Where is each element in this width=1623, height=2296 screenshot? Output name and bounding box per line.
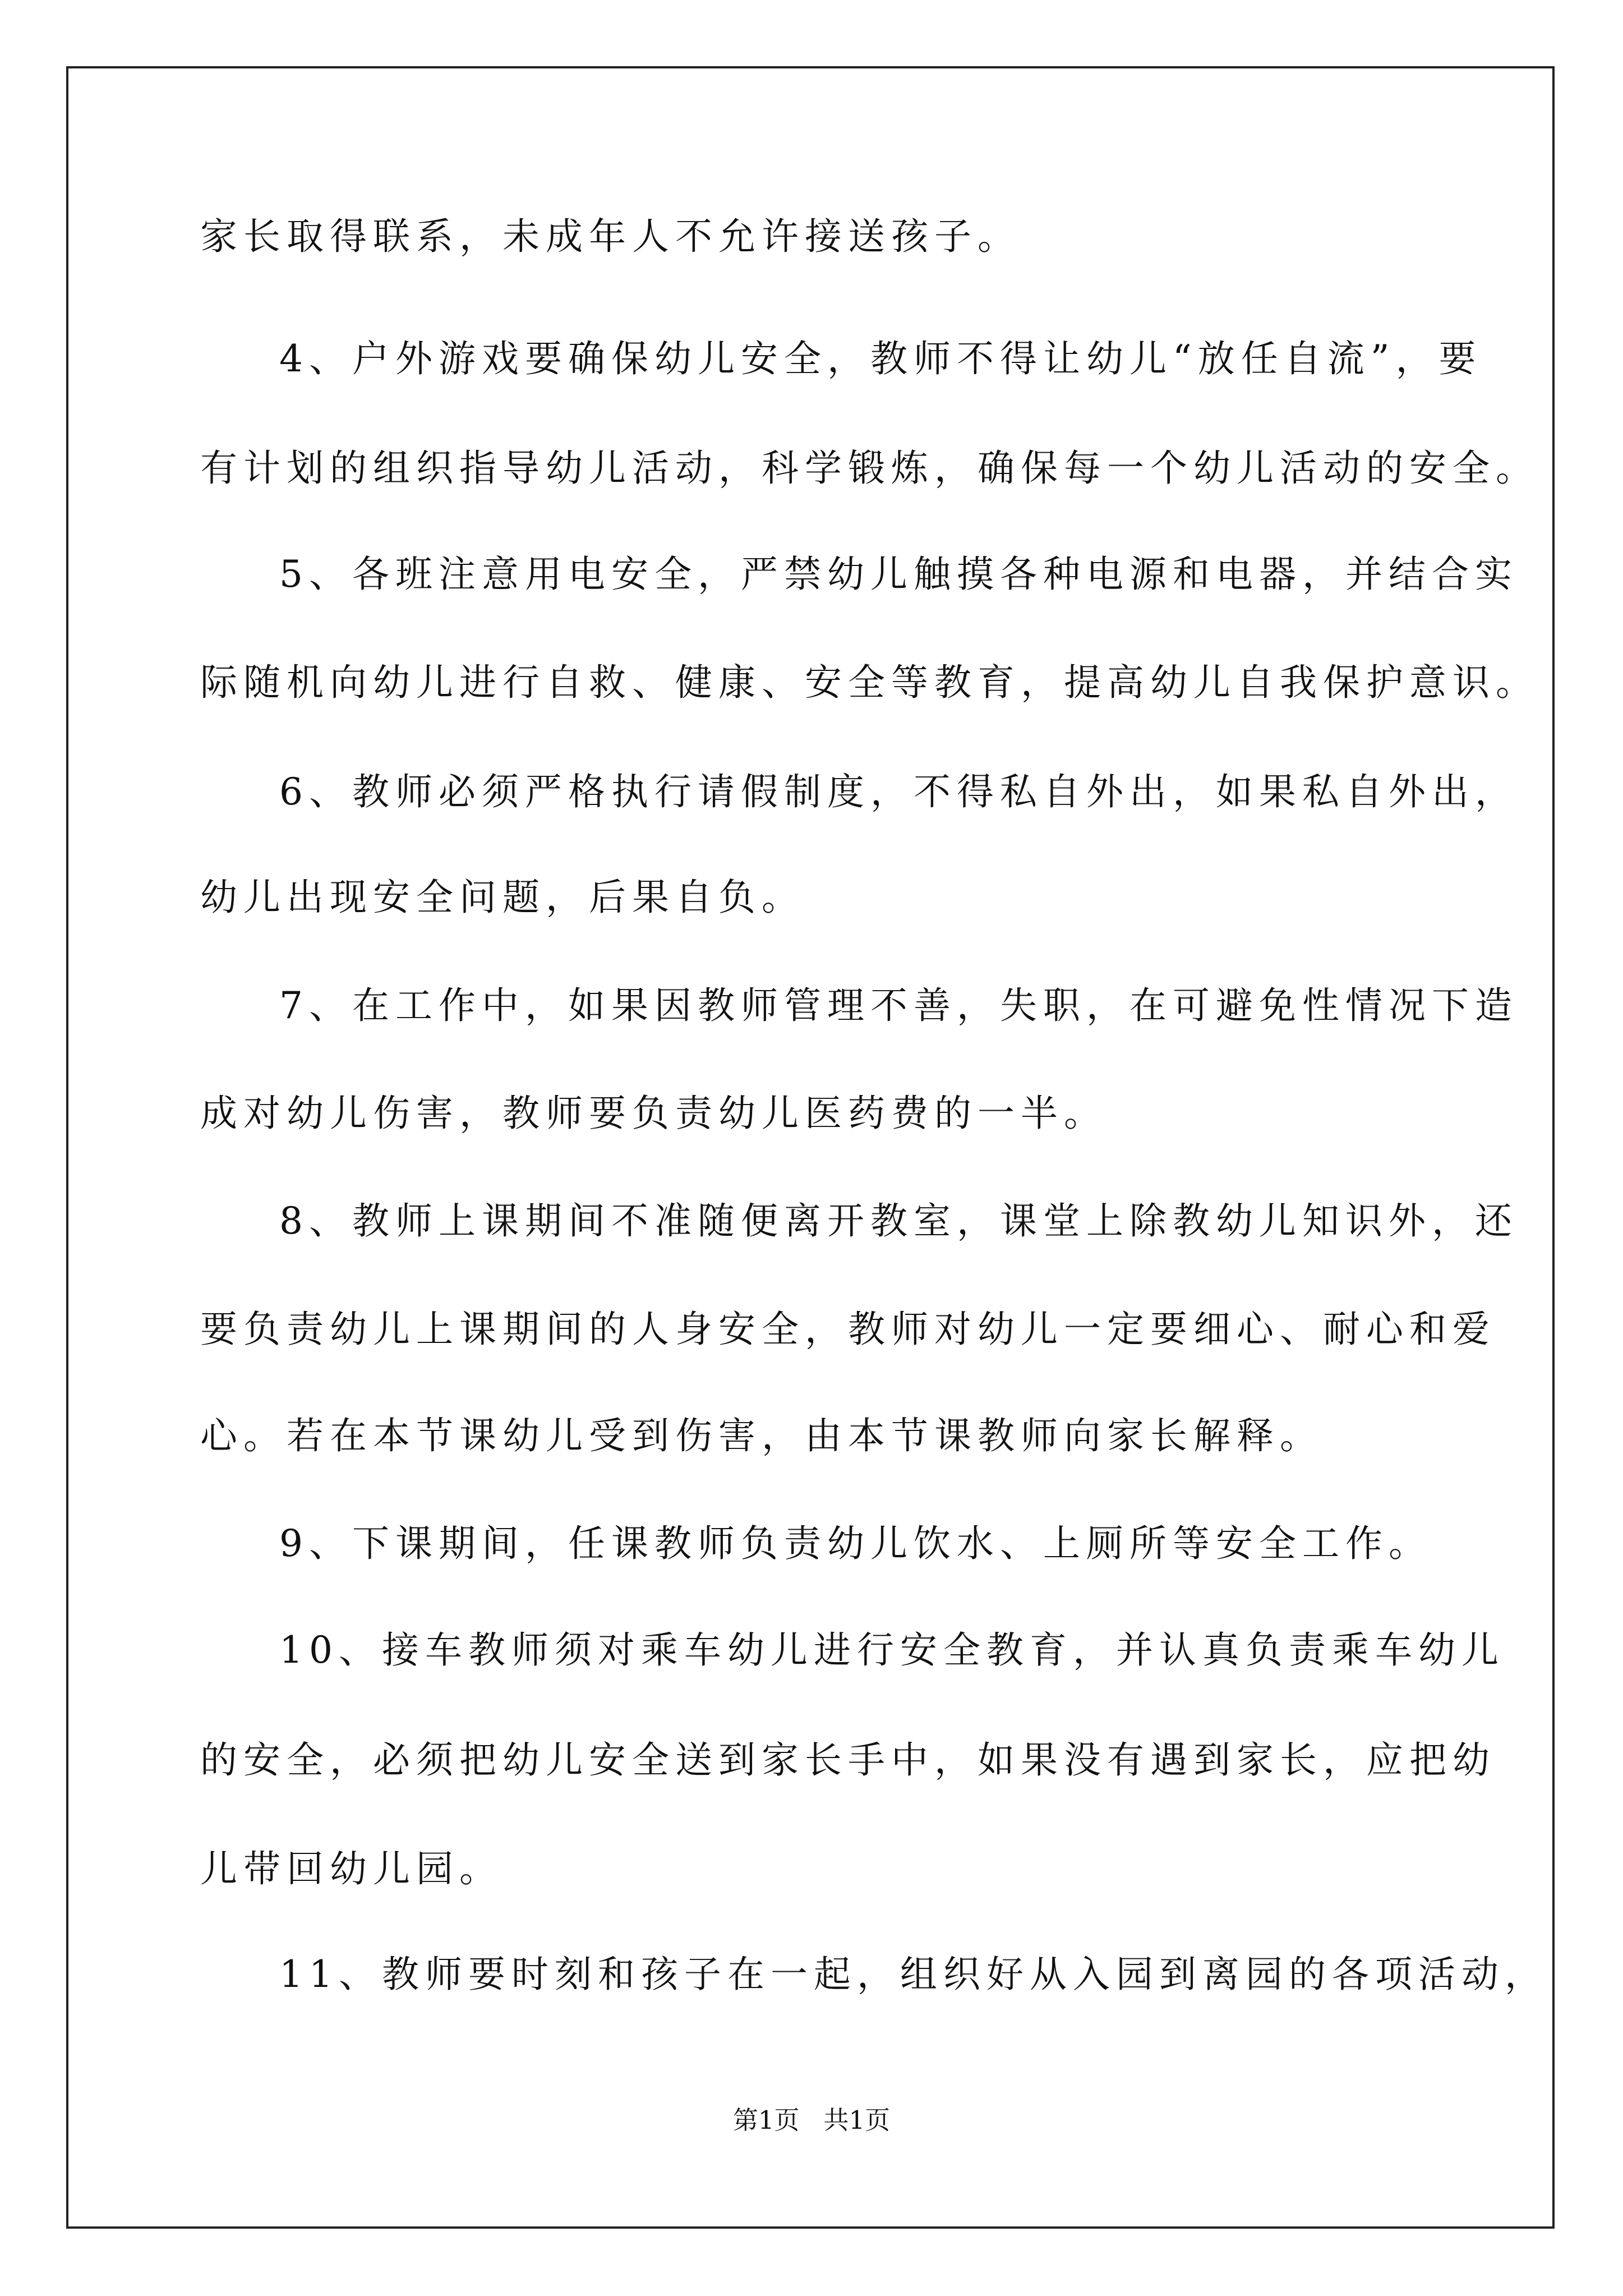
text-line: 4、户外游戏要确保幼儿安全，教师不得让幼儿“放任自流”，要 bbox=[279, 337, 1482, 380]
text-line: 家长取得联系，未成年人不允许接送孩子。 bbox=[200, 215, 1021, 258]
text-line: 际随机向幼儿进行自救、健康、安全等教育，提高幼儿自我保护意识。 bbox=[200, 661, 1539, 704]
text-line: 7、在工作中，如果因教师管理不善，失职，在可避免性情况下造 bbox=[279, 984, 1518, 1027]
text-line: 成对幼儿伤害，教师要负责幼儿医药费的一半。 bbox=[200, 1092, 1107, 1135]
text-line: 10、接车教师须对乘车幼儿进行安全教育，并认真负责乘车幼儿 bbox=[279, 1628, 1505, 1672]
text-line: 儿带回幼儿园。 bbox=[200, 1847, 502, 1890]
text-line: 幼儿出现安全问题，后果自负。 bbox=[200, 876, 805, 919]
text-line: 有计划的组织指导幼儿活动，科学锻炼，确保每一个幼儿活动的安全。 bbox=[200, 447, 1539, 490]
text-line: 6、教师必须严格执行请假制度，不得私自外出，如果私自外出， bbox=[279, 770, 1518, 813]
page-footer: 第1页 共1页 bbox=[732, 2105, 891, 2135]
text-line: 的安全，必须把幼儿安全送到家长手中，如果没有遇到家长，应把幼 bbox=[200, 1738, 1496, 1782]
text-line: 心。若在本节课幼儿受到伤害，由本节课教师向家长解释。 bbox=[200, 1414, 1323, 1457]
text-line: 要负责幼儿上课期间的人身安全，教师对幼儿一定要细心、耐心和爱 bbox=[200, 1308, 1496, 1351]
page-border bbox=[66, 66, 1555, 2229]
text-line: 9、下课期间，任课教师负责幼儿饮水、上厕所等安全工作。 bbox=[279, 1522, 1432, 1565]
text-line: 5、各班注意用电安全，严禁幼儿触摸各种电源和电器，并结合实 bbox=[279, 553, 1518, 596]
text-line: 11、教师要时刻和孩子在一起，组织好从入园到离园的各项活动， bbox=[279, 1953, 1548, 1996]
text-line: 8、教师上课期间不准随便离开教室，课堂上除教幼儿知识外，还 bbox=[279, 1199, 1518, 1243]
